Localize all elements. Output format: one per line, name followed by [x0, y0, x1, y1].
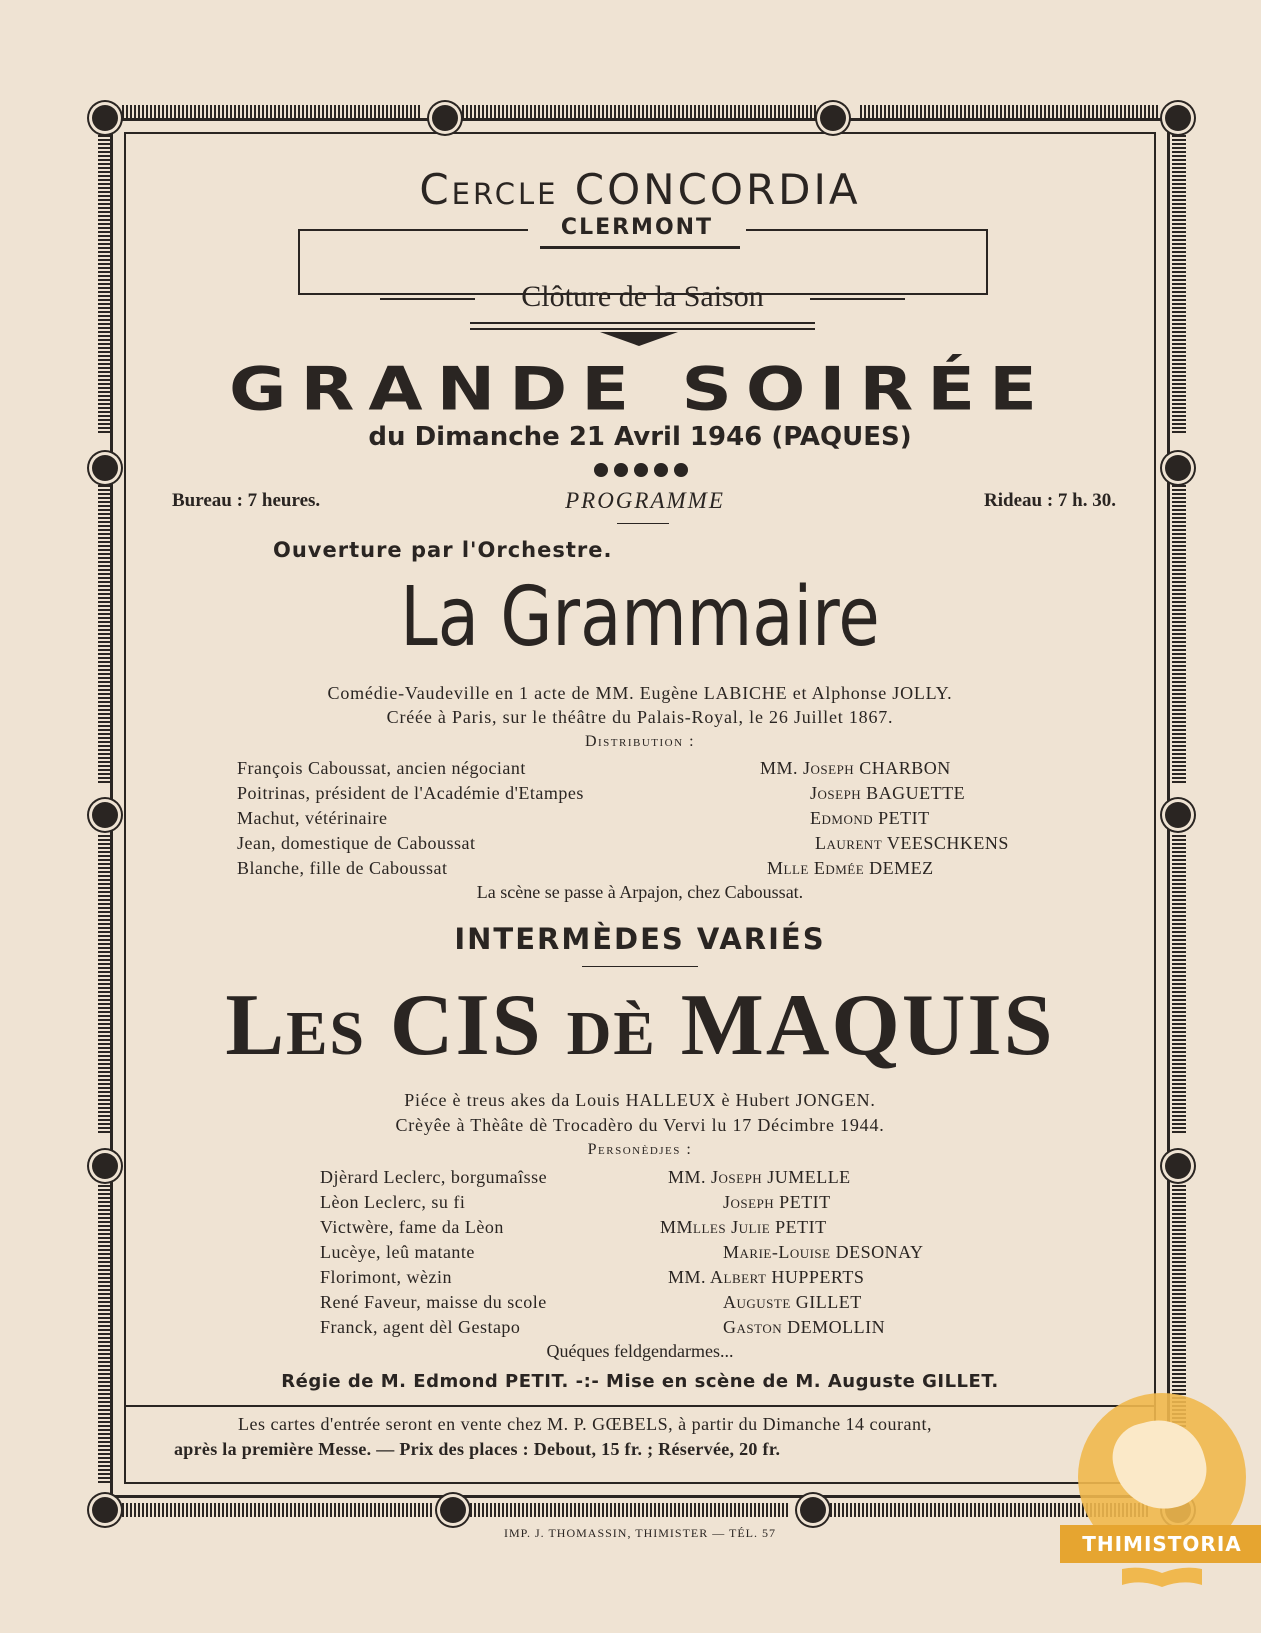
- cast-actor: Joseph PETIT: [723, 1192, 831, 1212]
- city-name: CLERMONT: [560, 215, 714, 240]
- cloture-text: Clôture de la Saison: [521, 280, 764, 313]
- maquis-author-line: Piéce è treus akes da Louis HALLEUX è Hubert JONGEN.: [404, 1090, 876, 1110]
- cloture-rule-left: [380, 298, 475, 300]
- maquis-roles: [320, 1165, 547, 1340]
- city-underline: [540, 246, 740, 249]
- intermedes-heading: INTERMÈDES VARIÉS: [454, 922, 826, 956]
- maquis-actors: [660, 1165, 923, 1340]
- cast-role: Victwère, fame da Lèon: [320, 1217, 504, 1237]
- footer-prices-line: après la première Messe. — Prix des places : Debout, 15 fr. ; Réservée, 20 fr.: [174, 1439, 781, 1459]
- cast-role: François Caboussat, ancien négociant: [237, 758, 526, 778]
- cast-role: Lèon Leclerc, su fi: [320, 1192, 466, 1212]
- cast-actor: Joseph BAGUETTE: [810, 783, 966, 803]
- cast-actor: MM. Albert HUPPERTS: [668, 1267, 865, 1287]
- bureau-time: Bureau : 7 heures.: [172, 490, 321, 511]
- cast-role: Franck, agent dèl Gestapo: [320, 1317, 521, 1337]
- footer-rule: [124, 1405, 1156, 1407]
- grammaire-creation-line: Créée à Paris, sur le théâtre du Palais-Royal, le 26 Juillet 1867.: [386, 707, 894, 727]
- cast-actor: Edmond PETIT: [810, 808, 930, 828]
- cast-actor: MM. Joseph CHARBON: [760, 758, 951, 778]
- cast-role: Machut, vétérinaire: [237, 808, 388, 828]
- cast-role: Poitrinas, président de l'Académie d'Etampes: [237, 783, 584, 803]
- cloture-underline-1: [470, 322, 815, 324]
- cast-actor: Gaston DEMOLLIN: [723, 1317, 886, 1337]
- grande-soiree-title: GRANDE SOIRÉE: [229, 354, 1051, 424]
- distribution-heading: Distribution :: [584, 733, 696, 750]
- cast-role: Lucèye, leû matante: [320, 1242, 475, 1262]
- maquis-creation-line: Crèyêe à Thèâte dè Trocadèro du Vervi lu 17 Décimbre 1944.: [395, 1115, 885, 1135]
- city-rule-right: [746, 229, 988, 231]
- cast-actor: Laurent VEESCHKENS: [815, 833, 1009, 853]
- programme-label: PROGRAMME: [565, 488, 725, 513]
- cast-actor: Marie-Louise DESONAY: [723, 1242, 924, 1262]
- city-rule-left: [298, 229, 528, 231]
- personedjes-heading: Personèdjes :: [587, 1141, 693, 1158]
- grammaire-author-line: Comédie-Vaudeville en 1 acte de MM. Eugène LABICHE et Alphonse JOLLY.: [327, 683, 953, 703]
- cloture-underline-2: [470, 328, 815, 330]
- cast-role: Jean, domestique de Caboussat: [237, 833, 476, 853]
- cloture-rule-right: [810, 298, 905, 300]
- printer-credit: IMP. J. THOMASSIN, THIMISTER — TÉL. 57: [503, 1526, 777, 1540]
- book-icon: [1120, 1565, 1204, 1587]
- rideau-time: Rideau : 7 h. 30.: [984, 490, 1116, 511]
- regie-line: Régie de M. Edmond PETIT. -:- Mise en scène de M. Auguste GILLET.: [281, 1371, 999, 1392]
- intermedes-underline: [582, 966, 698, 967]
- ornament-arrow-icon: [600, 332, 678, 346]
- cast-role: René Faveur, maisse du scole: [320, 1292, 547, 1312]
- la-grammaire-title: La Grammaire: [400, 570, 880, 665]
- cast-actor: MMlles Julie PETIT: [660, 1217, 827, 1237]
- event-date: du Dimanche 21 Avril 1946 (PAQUES): [368, 422, 912, 452]
- cast-role: Florimont, wèzin: [320, 1267, 452, 1287]
- cercle-title: Cercle CONCORDIA: [419, 165, 861, 214]
- dots-ornament-icon: [592, 462, 690, 478]
- grammaire-roles: [237, 756, 584, 881]
- cast-actor: Auguste GILLET: [723, 1292, 862, 1312]
- cast-role: Djèrard Leclerc, borgumaîsse: [320, 1167, 548, 1187]
- cast-actor: Mlle Edmée DEMEZ: [767, 858, 934, 878]
- footer-tickets-line: Les cartes d'entrée seront en vente chez M. P. GŒBELS, à partir du Dimanche 14 courant,: [238, 1414, 933, 1434]
- cis-de-maquis-title: Les CIS dè MAQUIS: [225, 977, 1055, 1074]
- grammaire-actors: [760, 756, 1009, 881]
- grammaire-scene: La scène se passe à Arpajon, chez Caboussat.: [476, 882, 804, 902]
- programme-underline: [617, 523, 669, 524]
- watermark-label: THIMISTORIA: [1060, 1525, 1261, 1563]
- cast-role: Blanche, fille de Caboussat: [237, 858, 448, 878]
- ouverture-text: Ouverture par l'Orchestre.: [273, 538, 613, 562]
- maquis-extra: Quéques feldgendarmes...: [546, 1341, 734, 1361]
- cast-actor: MM. Joseph JUMELLE: [668, 1167, 851, 1187]
